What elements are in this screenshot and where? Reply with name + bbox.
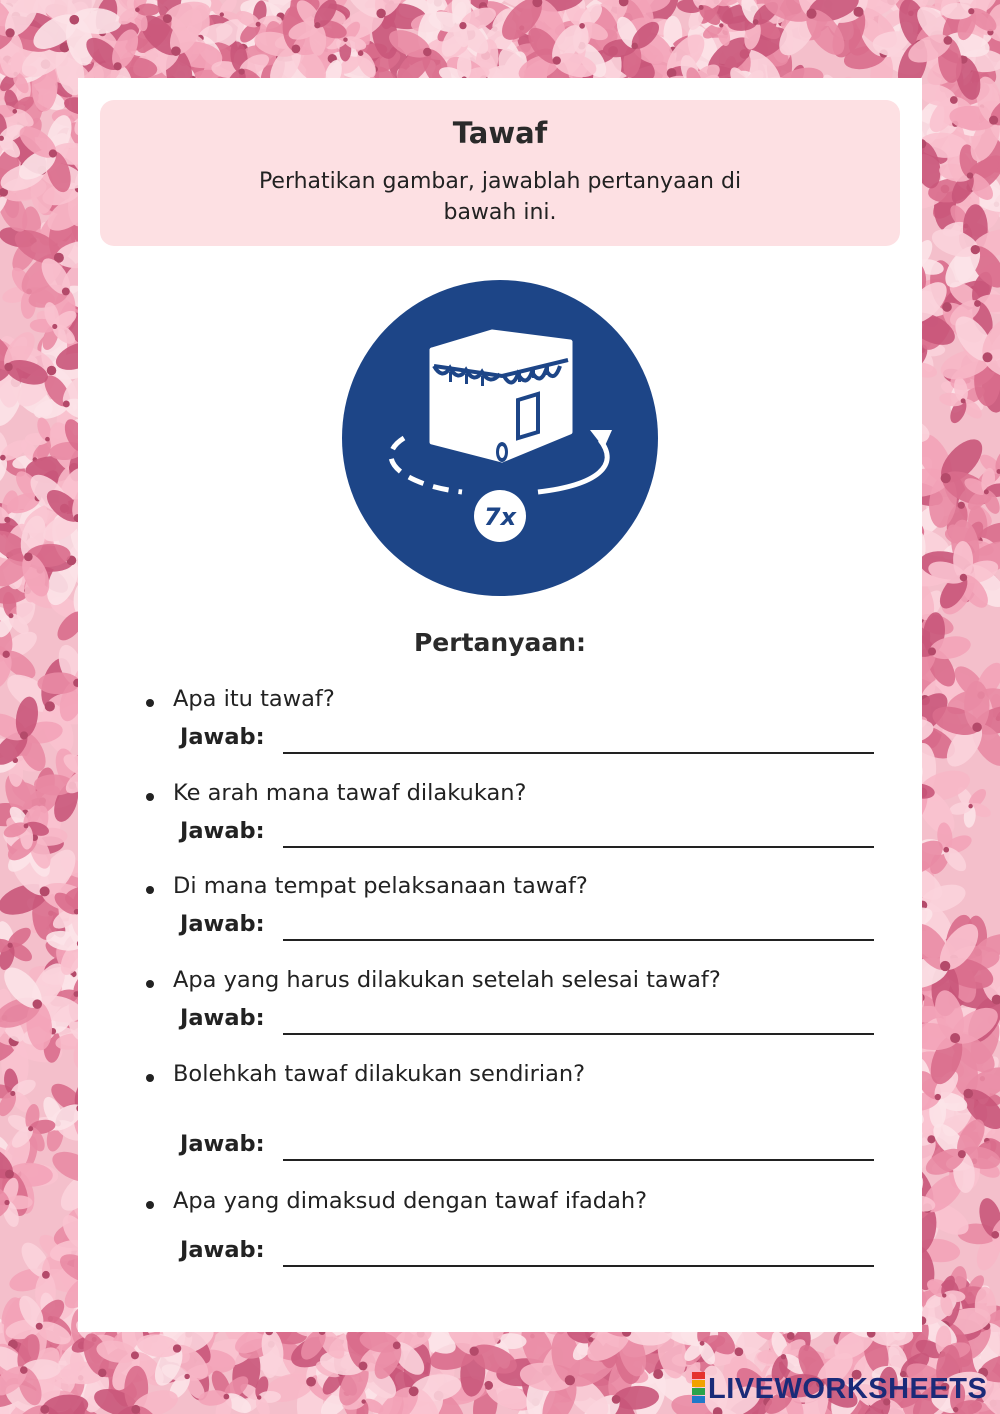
- bullet-icon: [146, 1201, 154, 1209]
- answer-field[interactable]: [283, 939, 874, 941]
- bullet-icon: [146, 980, 154, 988]
- question-text: Bolehkah tawaf dilakukan sendirian?: [173, 1061, 586, 1087]
- answer-row: [180, 722, 874, 754]
- answer-label: Jawab:: [180, 1131, 265, 1157]
- question-text: Apa yang harus dilakukan setelah selesai tawaf?: [173, 967, 721, 993]
- answer-row: [180, 1003, 874, 1035]
- answer-label: Jawab:: [180, 1237, 265, 1263]
- bullet-icon: [146, 793, 154, 801]
- answer-field[interactable]: [283, 1033, 874, 1035]
- answer-field[interactable]: [283, 1159, 874, 1161]
- badge-text: 7x: [483, 503, 517, 531]
- answer-label: Jawab:: [180, 818, 265, 844]
- questions-heading: Pertanyaan:: [413, 628, 587, 657]
- question-text: Apa itu tawaf?: [173, 686, 335, 712]
- answer-field[interactable]: [283, 1265, 874, 1267]
- answer-field[interactable]: [283, 846, 874, 848]
- answer-row: [180, 909, 874, 941]
- watermark-text: LIVEWORKSHEETS: [708, 1373, 988, 1405]
- liveworksheets-logo-icon: [692, 1372, 705, 1402]
- instruction-text: Perhatikan gambar, jawablah pertanyaan di bawah ini.: [258, 169, 742, 225]
- title-banner: [100, 100, 900, 246]
- answer-label: Jawab:: [180, 1005, 265, 1031]
- answer-row: [180, 1129, 874, 1161]
- page-title: Tawaf: [452, 116, 548, 150]
- answer-row: [180, 816, 874, 848]
- question-text: Di mana tempat pelaksanaan tawaf?: [173, 873, 588, 899]
- answer-label: Jawab:: [180, 911, 265, 937]
- bullet-icon: [146, 699, 154, 707]
- liveworksheets-watermark[interactable]: [692, 1372, 987, 1408]
- answer-field[interactable]: [283, 752, 874, 754]
- answer-row: [180, 1235, 874, 1267]
- bullet-icon: [146, 886, 154, 894]
- question-text: Apa yang dimaksud dengan tawaf ifadah?: [173, 1188, 648, 1214]
- kaaba-circumambulation-icon: [342, 280, 658, 596]
- question-text: Ke arah mana tawaf dilakukan?: [173, 780, 527, 806]
- answer-label: Jawab:: [180, 724, 265, 750]
- bullet-icon: [146, 1074, 154, 1082]
